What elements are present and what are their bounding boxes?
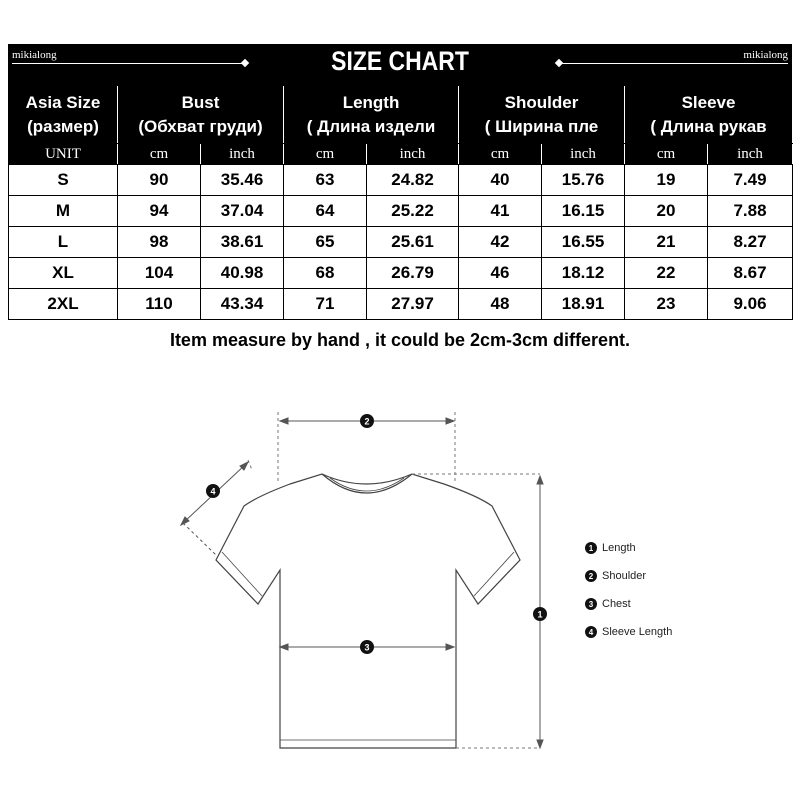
diagram-legend — [585, 542, 672, 654]
header-cell — [284, 87, 459, 144]
legend-number-icon: 1 — [585, 542, 597, 554]
header-label: Asia Size — [25, 93, 101, 112]
legend-label: Sleeve Length — [602, 626, 673, 638]
header-sublabel: (Обхват груди) — [138, 117, 263, 136]
value-cell: 98 — [118, 227, 201, 258]
legend-item-length — [585, 542, 672, 570]
unit-cell: inch — [708, 144, 793, 165]
value-cell: 8.27 — [708, 227, 793, 258]
value-cell: 37.04 — [201, 196, 284, 227]
value-cell: 9.06 — [708, 289, 793, 320]
unit-cell: cm — [284, 144, 367, 165]
value-cell: 7.88 — [708, 196, 793, 227]
size-chart-header — [8, 44, 792, 86]
header-cell — [9, 87, 118, 144]
size-cell: XL — [9, 258, 118, 289]
value-cell: 23 — [625, 289, 708, 320]
marker-1-label: 1 — [537, 609, 543, 620]
legend-label: Chest — [602, 598, 631, 610]
value-cell: 48 — [459, 289, 542, 320]
value-cell: 110 — [118, 289, 201, 320]
unit-cell: inch — [367, 144, 459, 165]
header-sublabel: ( Длина рукав — [650, 117, 767, 136]
unit-cell: cm — [625, 144, 708, 165]
header-label: Bust — [181, 93, 220, 112]
table-row — [9, 258, 793, 289]
value-cell: 22 — [625, 258, 708, 289]
value-cell: 63 — [284, 165, 367, 196]
marker-3-label: 3 — [364, 642, 370, 653]
header-label: Sleeve — [681, 93, 736, 112]
size-cell: S — [9, 165, 118, 196]
value-cell: 40 — [459, 165, 542, 196]
legend-label: Length — [602, 542, 636, 554]
unit-label: UNIT — [9, 144, 118, 165]
table-row — [9, 289, 793, 320]
value-cell: 64 — [284, 196, 367, 227]
header-label: Shoulder — [504, 93, 579, 112]
tshirt-diagram — [0, 380, 800, 800]
legend-label: Shoulder — [602, 570, 647, 582]
header-sublabel: ( Ширина пле — [484, 117, 599, 136]
size-chart-title: SIZE CHART — [331, 46, 469, 76]
brand-right: mikialong — [743, 49, 788, 61]
value-cell: 42 — [459, 227, 542, 258]
value-cell: 43.34 — [201, 289, 284, 320]
legend-number-icon: 2 — [585, 570, 597, 582]
tshirt-outline — [216, 474, 520, 748]
value-cell: 18.91 — [542, 289, 625, 320]
value-cell: 41 — [459, 196, 542, 227]
value-cell: 26.79 — [367, 258, 459, 289]
legend-number-icon: 4 — [585, 626, 597, 638]
value-cell: 20 — [625, 196, 708, 227]
brand-left: mikialong — [12, 49, 57, 61]
value-cell: 71 — [284, 289, 367, 320]
value-cell: 16.55 — [542, 227, 625, 258]
header-label: Length — [342, 93, 400, 112]
header-sublabel: (размер) — [27, 117, 99, 136]
unit-cell: inch — [542, 144, 625, 165]
value-cell: 65 — [284, 227, 367, 258]
table-row — [9, 165, 793, 196]
value-cell: 90 — [118, 165, 201, 196]
unit-row — [9, 144, 793, 165]
marker-2-label: 2 — [364, 416, 370, 427]
value-cell: 27.97 — [367, 289, 459, 320]
legend-item-shoulder — [585, 570, 672, 598]
value-cell: 94 — [118, 196, 201, 227]
value-cell: 35.46 — [201, 165, 284, 196]
value-cell: 24.82 — [367, 165, 459, 196]
size-cell: 2XL — [9, 289, 118, 320]
size-table — [8, 86, 793, 320]
legend-number-icon: 3 — [585, 598, 597, 610]
legend-item-chest — [585, 598, 672, 626]
value-cell: 40.98 — [201, 258, 284, 289]
header-sublabel: ( Длина издели — [306, 117, 436, 136]
size-table-body — [9, 87, 793, 320]
table-row — [9, 196, 793, 227]
value-cell: 38.61 — [201, 227, 284, 258]
size-cell: M — [9, 196, 118, 227]
value-cell: 7.49 — [708, 165, 793, 196]
value-cell: 104 — [118, 258, 201, 289]
value-cell: 46 — [459, 258, 542, 289]
unit-cell: cm — [118, 144, 201, 165]
value-cell: 18.12 — [542, 258, 625, 289]
value-cell: 21 — [625, 227, 708, 258]
unit-cell: cm — [459, 144, 542, 165]
measurement-note: Item measure by hand , it could be 2cm-3cm different. — [169, 330, 631, 350]
header-cell — [459, 87, 625, 144]
value-cell: 15.76 — [542, 165, 625, 196]
unit-cell: inch — [201, 144, 284, 165]
value-cell: 8.67 — [708, 258, 793, 289]
value-cell: 25.61 — [367, 227, 459, 258]
value-cell: 19 — [625, 165, 708, 196]
value-cell: 25.22 — [367, 196, 459, 227]
table-row — [9, 227, 793, 258]
value-cell: 16.15 — [542, 196, 625, 227]
marker-4-label: 4 — [210, 486, 216, 497]
size-cell: L — [9, 227, 118, 258]
header-cell — [625, 87, 793, 144]
value-cell: 68 — [284, 258, 367, 289]
header-cell — [118, 87, 284, 144]
legend-item-sleeve-length — [585, 626, 672, 654]
header-row — [9, 87, 793, 144]
